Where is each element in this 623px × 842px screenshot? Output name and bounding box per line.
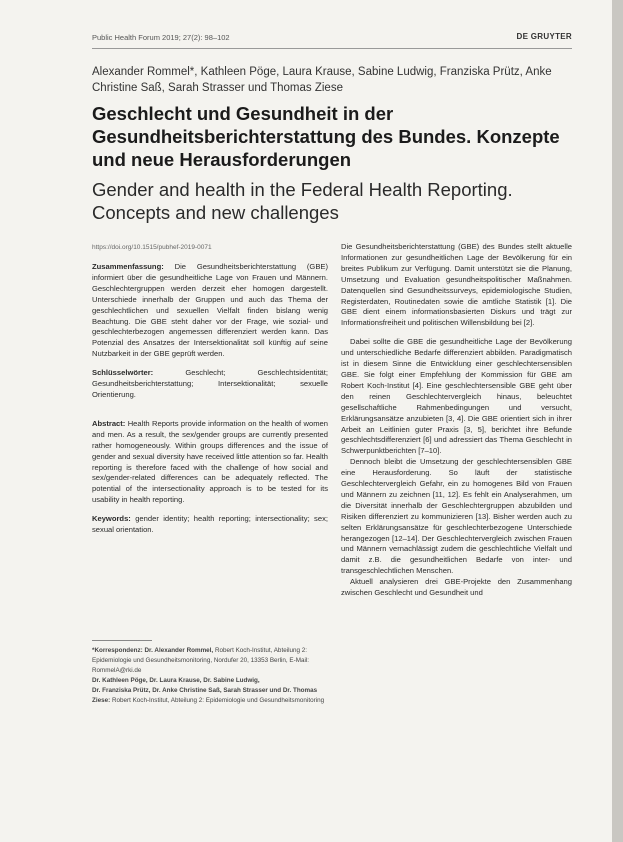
body-column (341, 242, 572, 599)
zusammenfassung-text: Die Gesundheitsberichterstattung (GBE) informiert über die gesundheitliche Lage von Frauen und Männern. Geschlechtergruppen werden derzeit eher homogen dargestellt. Unterschiede innerhalb der Gruppen und auch das Thema der geschlechtlichen und sexuellen Vielfalt finden bislang wenig Beachtung. Die GBE steht daher vor der Frage, wie sozial- und geschlechterbezogen angemessen differenziert werden kann. Das Potenzial des Ansatzes der Intersektionalität soll künftig auf seine Nutzbarkeit in der GBE geprüft werden. (92, 262, 328, 359)
abstract-column (92, 262, 328, 544)
running-header (92, 33, 572, 42)
abstract-label: Abstract: (92, 418, 126, 428)
schluesselwoerter-text: Geschlecht; Geschlechtsidentität; Gesundheitsberichterstattung; Intersektionalität; sexuelle Orientierung. (92, 368, 328, 399)
keywords-text: gender identity; health reporting; intersectionality; sex; sexual orientation. (92, 514, 328, 535)
abstract-text: Health Reports provide information on the health of women and men. As a result, the sex/gender groups are currently presented rather homogeneously. Within groups differences and the issue of gender and sexual diversity have received little attention so far. Health reporting is therefore faced with the challenge of how social and sex/gender-related differences can be adequately reflected. The potential of the intersectionality approach is to be tested for its usability in health reporting. (92, 418, 328, 505)
keywords-paragraph (92, 514, 328, 536)
coauthors-line-2: Dr. Franziska Prütz, Dr. Anke Christine Saß, Sarah Strasser und Dr. Thomas Ziese: (92, 687, 318, 704)
doi-link[interactable]: https://doi.org/10.1515/pubhef-2019-0071 (92, 244, 212, 251)
body-paragraph-3: Dennoch bleibt die Umsetzung der geschlechtersensiblen GBE eine Herausforderung. So läuft der statistische Geschlechtervergleich Gefahr, ein zu homogenes Bild von Frauen und Männern zu zeichnen [11, 12]. Es fehlt ein Analyserahmen, um die Diversität innerhalb der Geschlechtergruppen abzubilden und Risiken differenziert zu kommunizieren [13]. Bisher werden auch zu selten Erklärungsansätze für geschlechterbezogene Unterschiede herangezogen [12–14]. Der Geschlechtervergleich zwischen Frauen und Männern vernachlässigt zudem die geschlechtliche Vielfalt und damit z.B. die gesundheitlichen Bedarfe von inter- und transgeschlechtlichen Menschen. (341, 457, 572, 576)
title-english: Gender and health in the Federal Health Reporting. Concepts and new challenges (92, 179, 513, 223)
body-paragraph-4: Aktuell analysieren drei GBE-Projekte den Zusammenhang zwischen Geschlecht und Gesundheit und (341, 577, 572, 598)
author-list: Alexander Rommel*, Kathleen Pöge, Laura Krause, Sabine Ludwig, Franziska Prütz, Anke Christine Saß, Sarah Strasser und Thomas Ziese (92, 66, 552, 94)
schluesselwoerter-paragraph (92, 368, 328, 401)
body-paragraph-2: Dabei sollte die GBE die gesundheitliche Lage der Bevölkerung und unterschiedliche Bedarfe differenziert abbilden. Paradigmatisch ist in diesem Sinne die Entwicklung einer geschlechtersensiblen GBE. Sie folgt einer Empfehlung der Kommission für GBE am Robert Koch-Institut [4]. Eine geschlechtersensible GBE geht über den reinen Geschlechtervergleich hinaus, beleuchtet gesellschaftliche Rahmenbedingungen und versucht, Erklärungsansätze anzubieten [3, 4]. Die GBE orientiert sich in ihrer Arbeit an Leitlinien guter Praxis [3, 5], berichtet ihre Befunde geschlechtsdifferenziert [6] und adressiert das Thema Geschlecht in Schwerpunktberichten [7–10]. (341, 337, 572, 456)
schluesselwoerter-label: Schlüsselwörter: (92, 368, 154, 378)
coauthors-line-1: Dr. Kathleen Pöge, Dr. Laura Krause, Dr. Sabine Ludwig, (92, 677, 260, 684)
coauthors-affiliation: Robert Koch-Institut, Abteilung 2: Epidemiologie und Gesundheitsmonitoring (111, 697, 325, 704)
header-rule (92, 48, 572, 49)
scan-edge (612, 0, 623, 842)
footnote-rule (92, 640, 152, 641)
keywords-label: Keywords: (92, 514, 131, 524)
correspondence-text: Robert Koch-Institut, Abteilung 2: Epidemiologie und Gesundheitsmonitoring, Nordufer 20, 13353 Berlin, E-Mail: RommelA@rki.de (92, 647, 310, 674)
title-german: Geschlecht und Gesundheit in der Gesundheitsberichterstattung des Bundes. Konzepte und neue Herausforderungen (92, 103, 560, 170)
abstract-paragraph (92, 419, 328, 506)
correspondence-label: *Korrespondenz: Dr. Alexander Rommel, (92, 647, 214, 654)
zusammenfassung-paragraph (92, 262, 328, 360)
journal-citation: Public Health Forum 2019; 27(2): 98–102 (92, 33, 230, 42)
publisher-logo: DE GRUYTER (516, 32, 572, 41)
zusammenfassung-label: Zusammenfassung: (92, 262, 164, 271)
correspondence-footnote (92, 646, 328, 706)
body-paragraph-1: Die Gesundheitsberichterstattung (GBE) des Bundes stellt aktuelle Informationen zur gesundheitlichen Lage der Bevölkerung für ein breites Publikum zur Verfügung. Damit unterstützt sie die Planung, Umsetzung und Evaluation gesundheitspolitischer Maßnahmen. Datenquellen sind Gesundheitssurveys, epidemiologische Studien, Registerdaten, Routinedaten sowie die amtliche Statistik [1]. Die GBE dient einem informationsbasierten Diskurs und trägt zur Informationsfreiheit und politischen Willensbildung bei [2]. (341, 242, 572, 328)
